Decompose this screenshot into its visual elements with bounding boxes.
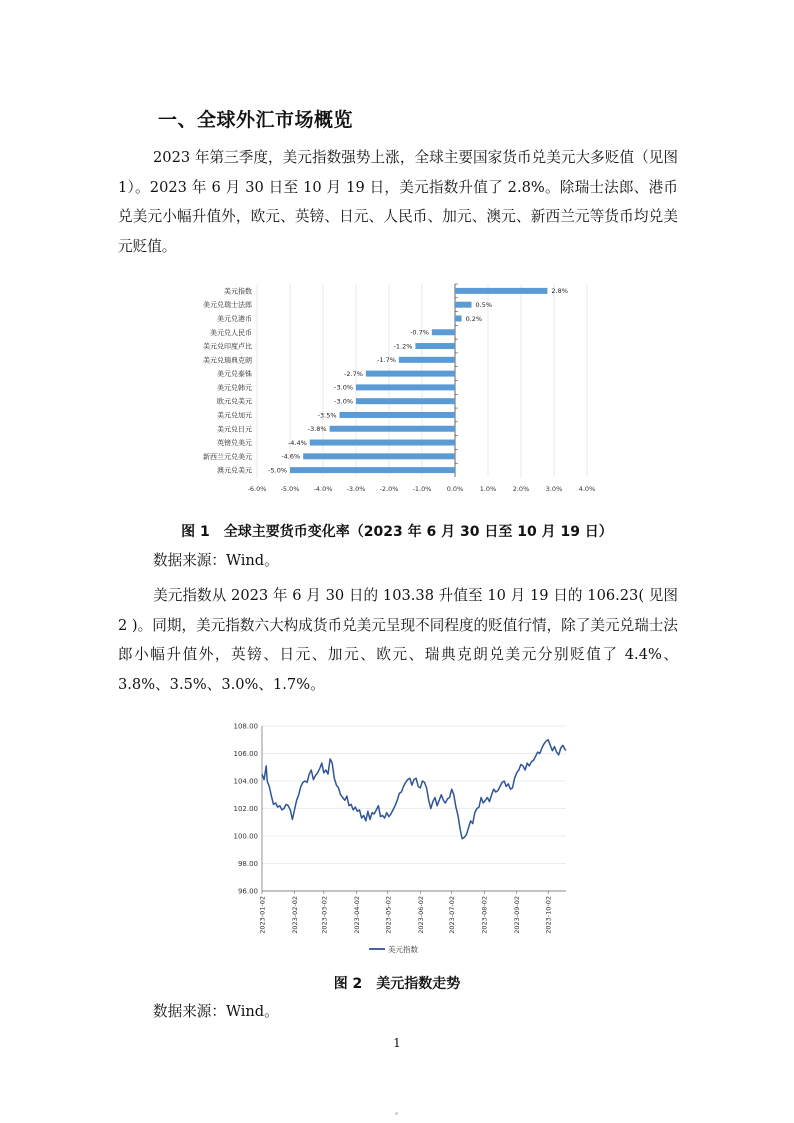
x-tick-label: 2023-03-02 [320, 896, 329, 934]
category-label: 美元兑日元 [217, 425, 252, 434]
figure-1-caption: 图 1 全球主要货币变化率（2023 年 6 月 30 日至 10 月 19 日） [181, 524, 613, 540]
bar [330, 426, 455, 432]
y-tick-label: 108.00 [233, 722, 258, 731]
x-tick-label: 0.0% [446, 485, 464, 493]
x-tick-label: 4.0% [578, 485, 596, 493]
bar-value-label: 2.8% [551, 287, 568, 296]
bar-value-label: -1.7% [377, 356, 396, 365]
bar-value-label: -3.5% [317, 411, 337, 420]
x-tick-label: 2023-01-02 [258, 896, 267, 934]
x-tick-label: 3.0% [545, 485, 563, 493]
bar [310, 440, 455, 446]
y-tick-label: 106.00 [233, 750, 258, 758]
bar [455, 315, 462, 321]
decorative-dot [395, 1112, 398, 1115]
x-tick-label: 2023-07-02 [448, 896, 457, 934]
figure-2-caption: 图 2 美元指数走势 [333, 976, 461, 992]
x-tick-label: -3.0% [346, 485, 366, 493]
category-label: 澳元兑美元 [217, 466, 252, 475]
category-label: 新西兰元兑美元 [203, 452, 252, 461]
bar [455, 288, 547, 294]
x-tick-label: 2023-02-02 [290, 896, 299, 934]
bar-value-label: -1.2% [393, 342, 413, 351]
x-tick-label: 2023-06-02 [416, 896, 425, 934]
x-tick-label: -5.0% [280, 485, 300, 493]
category-label: 美元兑韩元 [217, 383, 252, 392]
bar [415, 343, 455, 349]
x-tick-label: 2023-04-02 [352, 896, 361, 934]
category-label: 美元兑港币 [217, 314, 252, 323]
paragraph-1 [118, 143, 678, 261]
bar-value-label: 0.2% [465, 314, 483, 323]
paragraph-2 [118, 581, 678, 699]
x-tick-label: -6.0% [247, 485, 267, 493]
bar [290, 467, 455, 473]
y-tick-label: 100.00 [233, 832, 258, 841]
bar-value-label: -3.0% [334, 397, 353, 406]
bar [303, 453, 455, 459]
x-tick-label: -1.0% [412, 485, 432, 493]
bar-value-label: -3.8% [307, 425, 327, 434]
figure-1-source: 数据来源：Wind。 [153, 552, 279, 569]
bar-value-label: -5.0% [268, 466, 287, 475]
category-label: 美元兑瑞典克朗 [203, 356, 252, 365]
figure-2-source: 数据来源：Wind。 [153, 1003, 279, 1020]
x-tick-label: 2023-08-02 [480, 896, 489, 934]
paragraph-2-text: 美元指数从 2023 年 6 月 30 日的 103.38 升值至 10 月 19 日的 106.23( 见图 2 )。同期，美元指数六大构成货币兑美元呈现不同程度的贬值行情，除了美元兑瑞士法郎小幅升值外，英镑、日元、加元、欧元、瑞典克朗兑美元分别贬值了 4.4%、3.8%、3.5%、3.0%、1.7%。 [118, 587, 678, 693]
category-label: 美元指数 [224, 287, 252, 296]
y-tick-label: 104.00 [233, 777, 258, 786]
category-label: 美元兑人民币 [210, 328, 252, 337]
currency-change-bar-chart [180, 276, 600, 502]
bar [366, 371, 455, 377]
dollar-index-line-chart [222, 716, 578, 962]
bar [399, 357, 455, 363]
category-label: 美元兑加元 [217, 411, 252, 420]
section-title: 一、全球外汇市场概览 [158, 109, 354, 131]
x-tick-label: -4.0% [313, 485, 333, 493]
page-number: 1 [393, 1036, 401, 1050]
bar-value-label: -2.7% [344, 369, 363, 378]
legend-label: 美元指数 [388, 945, 418, 954]
x-tick-label: 1.0% [479, 485, 497, 493]
bar-value-label: -4.6% [281, 452, 301, 461]
y-tick-label: 96.00 [237, 887, 258, 896]
bar [432, 329, 455, 335]
bar-value-label: -0.7% [410, 328, 429, 337]
series-line [262, 740, 566, 839]
bar-value-label: -3.0% [334, 383, 353, 392]
x-tick-label: 2023-10-02 [544, 896, 553, 934]
category-label: 美元兑印度卢比 [203, 342, 252, 351]
bar [356, 398, 455, 404]
bar-value-label: 0.5% [475, 300, 493, 309]
category-label: 欧元兑美元 [217, 397, 252, 406]
y-tick-label: 98.00 [237, 860, 258, 868]
x-tick-label: -2.0% [379, 485, 399, 493]
category-label: 英镑兑美元 [217, 439, 252, 448]
bar [455, 302, 472, 308]
x-tick-label: 2023-05-02 [384, 896, 393, 934]
category-label: 美元兑泰铢 [217, 370, 252, 379]
x-tick-label: 2.0% [512, 485, 530, 493]
bar [340, 412, 456, 418]
bar [356, 384, 455, 390]
x-tick-label: 2023-09-02 [513, 896, 522, 934]
y-tick-label: 102.00 [233, 805, 258, 813]
paragraph-1-text: 2023 年第三季度，美元指数强势上涨，全球主要国家货币兑美元大多贬值（见图 1）。2023 年 6 月 30 日至 10 月 19 日，美元指数升值了 2.8%。除瑞士法郎、港币兑美元小幅升值外，欧元、英镑、日元、人民币、加元、澳元、新西兰元等货币均兑美元贬值。 [118, 149, 678, 255]
bar-value-label: -4.4% [287, 438, 307, 447]
category-label: 美元兑瑞士法郎 [203, 301, 252, 310]
